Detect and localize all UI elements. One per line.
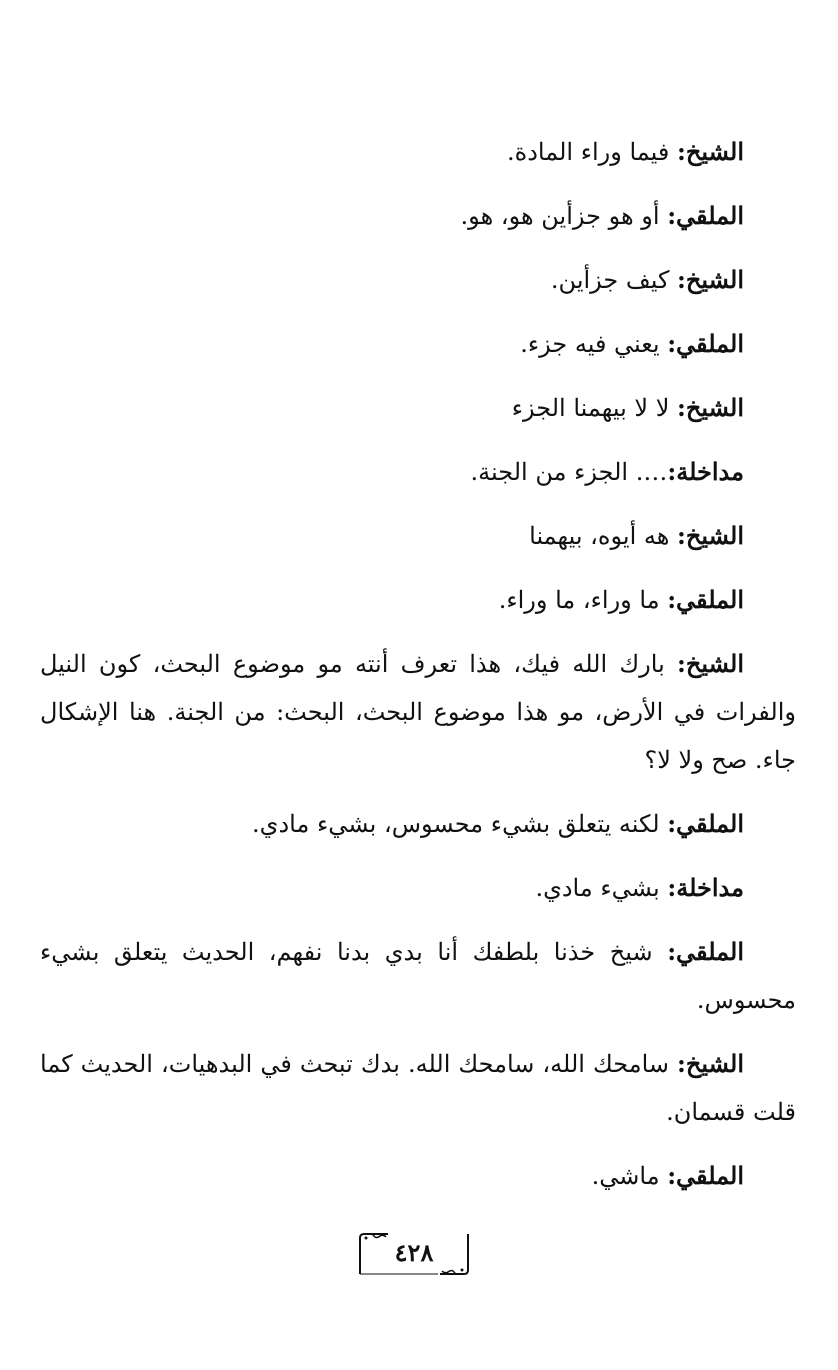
dialogue-line-1 [40, 128, 796, 176]
dialogue-line-2 [40, 192, 796, 240]
speaker-label: الشيخ: [677, 265, 744, 294]
page-number-frame [358, 1232, 470, 1276]
dialogue-text: لكنه يتعلق بشيء محسوس، بشيء مادي. [252, 810, 668, 838]
speaker-label: الملقي: [667, 201, 744, 230]
speaker-label: الشيخ: [677, 521, 744, 550]
dialogue-line-14 [40, 1152, 796, 1200]
dialogue-line-8 [40, 576, 796, 624]
speaker-label: الملقي: [667, 809, 744, 838]
dialogue-text: شيخ خذنا بلطفك أنا بدي بدنا نفهم، الحديث يتعلق بشيء محسوس. [40, 938, 796, 1014]
speaker-label: مداخلة: [667, 457, 744, 486]
speaker-label: الملقي: [667, 1161, 744, 1190]
dialogue-text: فيما وراء المادة. [507, 138, 678, 166]
dialogue-line-5 [40, 384, 796, 432]
speaker-label: الملقي: [667, 937, 744, 966]
dialogue-line-9 [40, 640, 796, 784]
dialogue-text: ماشي. [591, 1162, 668, 1190]
dialogue-text: سامحك الله، سامحك الله. بدك تبحث في البدهيات، الحديث كما قلت قسمان. [40, 1050, 796, 1126]
dialogue-line-12 [40, 928, 796, 1024]
speaker-label: الملقي: [667, 585, 744, 614]
dialogue-text: يعني فيه جزء. [520, 330, 668, 358]
speaker-label: الملقي: [667, 329, 744, 358]
dialogue-text: أو هو جزأين هو، هو. [460, 202, 668, 230]
speaker-label: الشيخ: [677, 137, 744, 166]
page-body [40, 128, 796, 1216]
dialogue-text: بشيء مادي. [535, 874, 668, 902]
speaker-label: الشيخ: [677, 649, 744, 678]
dialogue-text: كيف جزأين. [550, 266, 678, 294]
speaker-label: الشيخ: [677, 1049, 744, 1078]
dialogue-text: ما وراء، ما وراء. [498, 586, 668, 614]
dialogue-line-10 [40, 800, 796, 848]
page-number: ٤٢٨ [394, 1238, 434, 1267]
dialogue-line-4 [40, 320, 796, 368]
speaker-label: مداخلة: [667, 873, 744, 902]
dialogue-line-13 [40, 1040, 796, 1136]
dialogue-line-11 [40, 864, 796, 912]
dialogue-text: هه أيوه، بيهمنا [529, 522, 678, 550]
dialogue-line-7 [40, 512, 796, 560]
dialogue-text: بارك الله فيك، هذا تعرف أنته مو موضوع البحث، كون النيل والفرات في الأرض، مو هذا موضوع البحث، البحث: من الجنة. هنا الإشكال جاء. صح ولا لا؟ [40, 650, 796, 774]
dialogue-line-3 [40, 256, 796, 304]
dialogue-text: لا لا بيهمنا الجزء [511, 394, 678, 422]
dialogue-line-6 [40, 448, 796, 496]
dialogue-text: …. الجزء من الجنة. [470, 458, 668, 486]
speaker-label: الشيخ: [677, 393, 744, 422]
